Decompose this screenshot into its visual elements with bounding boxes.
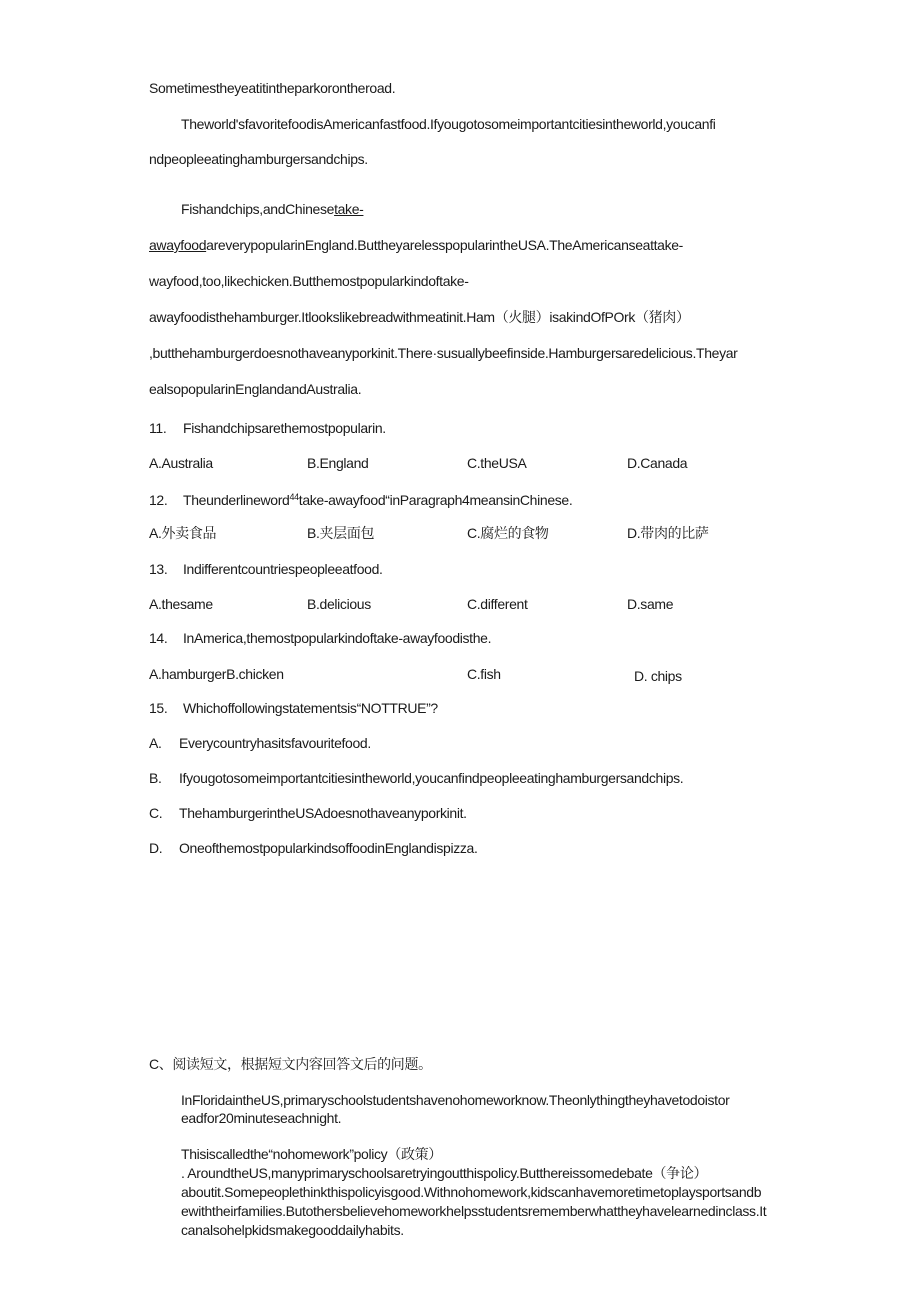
question-stem: take-awayfood“inParagraph4meansinChinese. [298, 492, 573, 508]
statement-letter: A. [149, 735, 162, 751]
passage-line: aboutit.Somepeoplethinkthispolicyisgood.Withnohomework,kidscanhavemoretimetoplaysportsandb [181, 1184, 762, 1200]
option-a[interactable]: A.外卖食品 [149, 525, 217, 541]
passage-line: ealsopopularinEnglandandAustralia. [149, 381, 362, 397]
passage-line: canalsohelpkidsmakegooddailyhabits. [181, 1222, 404, 1238]
question-number: 14. [149, 630, 168, 646]
passage-line: ndpeopleeatinghamburgersandchips. [149, 151, 368, 167]
statement-d[interactable] [149, 839, 478, 857]
option-c[interactable]: C.different [467, 596, 528, 612]
option-d[interactable]: D. chips [634, 668, 682, 684]
section-c-heading: C、阅读短文，根据短文内容回答文后的问题。 [149, 1056, 432, 1072]
passage-line: ,butthehamburgerdoesnothaveanyporkinit.There·susuallybeefinside.Hamburgersaredelicious.Theyar [149, 345, 738, 361]
question-stem: Fishandchipsarethemostpopularin. [183, 420, 386, 436]
passage-line: . AroundtheUS,manyprimaryschoolsaretryingoutthispolicy.Butthereissomedebate（争论） [181, 1165, 708, 1181]
passage-line: Sometimestheyeatitintheparkorontheroad. [149, 80, 396, 96]
question-number: 13. [149, 561, 168, 577]
question-number: 12. [149, 492, 168, 508]
statement-c[interactable] [149, 804, 467, 822]
question-stem: InAmerica,themostpopularkindoftake-awayfoodisthe. [183, 630, 492, 646]
statement-text: Ifyougotosomeimportantcitiesintheworld,youcanfindpeopleeatinghamburgersandchips. [179, 770, 684, 786]
passage-line: Theworld'sfavoritefoodisAmericanfastfood.Ifyougotosomeimportantcitiesintheworld,youcanfi [181, 116, 716, 132]
statement-a[interactable] [149, 734, 371, 752]
option-c[interactable]: C.腐烂的食物 [467, 525, 549, 541]
option-b[interactable]: B.delicious [307, 596, 371, 612]
superscript-mark: 44 [289, 492, 299, 502]
option-a[interactable]: A.thesame [149, 596, 213, 612]
option-b[interactable]: B.夹层面包 [307, 525, 375, 541]
underlined-word: awayfood [149, 237, 207, 253]
option-c[interactable]: C.theUSA [467, 455, 527, 471]
statement-text: OneofthemostpopularkindsoffoodinEnglandispizza. [179, 840, 478, 856]
option-d[interactable]: D.Canada [627, 455, 688, 471]
passage-line: InFloridaintheUS,primaryschoolstudentshavenohomeworknow.Theonlythingtheyhavetodoistor [181, 1092, 730, 1108]
question-stem: Indifferentcountriespeopleeatfood. [183, 561, 383, 577]
question-number: 15. [149, 700, 168, 716]
question-11 [149, 419, 386, 437]
statement-b[interactable] [149, 769, 683, 787]
underlined-word: take- [334, 201, 364, 217]
passage-line [149, 236, 683, 254]
passage-line: eadfor20minuteseachnight. [181, 1110, 342, 1126]
statement-letter: C. [149, 805, 163, 821]
question-stem: Theunderlineword [183, 492, 290, 508]
question-13 [149, 560, 383, 578]
passage-line: wayfood,too,likechicken.Butthemostpopularkindoftake- [149, 273, 469, 289]
statement-text: Everycountryhasitsfavouritefood. [179, 735, 371, 751]
passage-text: areverypopularinEngland.ButtheyarelesspopularintheUSA.TheAmericanseattake- [206, 237, 683, 253]
passage-line: Thisiscalledthe“nohomework”policy（政策） [181, 1146, 442, 1162]
option-d[interactable]: D.same [627, 596, 674, 612]
option-d[interactable]: D.带肉的比萨 [627, 525, 709, 541]
question-15 [149, 699, 438, 717]
option-c[interactable]: C.fish [467, 666, 501, 682]
question-number: 11. [149, 420, 167, 436]
passage-line: ewiththeirfamilies.Butothersbelievehomeworkhelpsstudentsrememberwhattheyhavelearnedinclass.It [181, 1203, 767, 1219]
option-a-b[interactable]: A.hamburgerB.chicken [149, 666, 284, 682]
option-a[interactable]: A.Australia [149, 455, 213, 471]
question-stem: Whichoffollowingstatementsis“NOTTRUE”? [183, 700, 438, 716]
question-12 [149, 488, 572, 509]
statement-text: ThehamburgerintheUSAdoesnothaveanyporkinit. [179, 805, 467, 821]
passage-line: awayfoodisthehamburger.Itlookslikebreadwithmeatinit.Ham（火腿）isakindOfPOrk（猪肉） [149, 309, 690, 325]
question-14 [149, 629, 491, 647]
statement-letter: D. [149, 840, 163, 856]
option-b[interactable]: B.England [307, 455, 369, 471]
passage-line [181, 200, 363, 218]
passage-text: Fishandchips,andChinese [181, 201, 335, 217]
statement-letter: B. [149, 770, 162, 786]
